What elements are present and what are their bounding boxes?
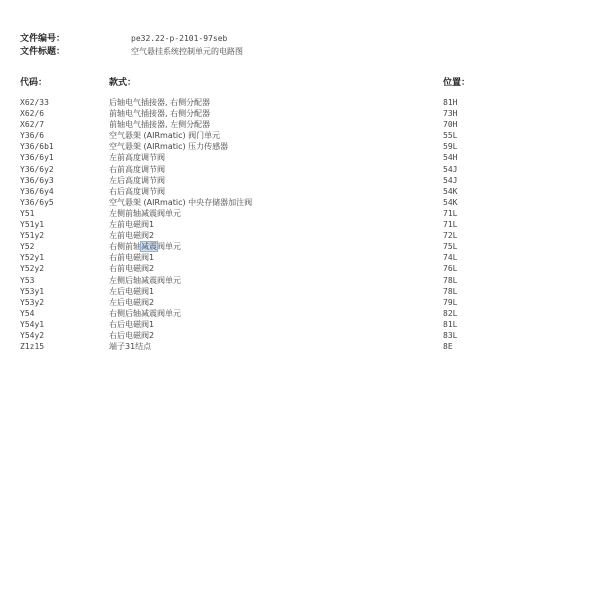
- component-description: 左前高度调节阀: [109, 153, 165, 163]
- component-position: 54K: [443, 186, 458, 196]
- component-description: 空气悬架 (AIRmatic) 中央存储器加注阀: [109, 197, 253, 207]
- doc-title-label: 文件标题：: [20, 47, 66, 57]
- column-header-pos: 位置：: [443, 78, 471, 88]
- component-position: 8E: [443, 342, 453, 352]
- component-description: 左侧后轴减震阀单元: [109, 275, 181, 285]
- component-position: 78L: [443, 275, 458, 285]
- table-row: [0, 175, 600, 186]
- table-row: [0, 152, 600, 163]
- component-position: 54J: [443, 175, 458, 185]
- component-description: 右前电磁阀1: [109, 253, 155, 263]
- component-code: Y54y1: [20, 319, 45, 329]
- component-code: Y51y2: [20, 231, 45, 241]
- table-row: [0, 119, 600, 130]
- column-header-code: 代码：: [20, 78, 48, 88]
- component-code: Y36/6y1: [20, 153, 54, 163]
- table-row: [0, 186, 600, 197]
- component-description: 左侧前轴减震阀单元: [109, 208, 181, 218]
- component-code: Y54y2: [20, 330, 45, 340]
- table-row: [0, 263, 600, 274]
- component-description: 端子31结点: [109, 342, 152, 352]
- component-code: Y36/6: [20, 131, 45, 141]
- component-table: [0, 97, 600, 352]
- doc-number-label: 文件编号：: [20, 34, 66, 44]
- component-code: Y52y2: [20, 264, 45, 274]
- component-code: Y53y1: [20, 286, 45, 296]
- table-row: [0, 164, 600, 175]
- table-row: [0, 197, 600, 208]
- table-row: [0, 219, 600, 230]
- table-row: [0, 319, 600, 330]
- component-code: X62/6: [20, 109, 45, 119]
- component-code: Y53: [20, 275, 35, 285]
- table-row: [0, 286, 600, 297]
- component-position: 78L: [443, 286, 458, 296]
- table-row: [0, 341, 600, 352]
- component-position: 59L: [443, 142, 458, 152]
- description-text: 右侧前轴: [109, 242, 141, 252]
- component-description: 前轴电气插接器, 左侧分配器: [109, 120, 211, 130]
- component-code: Y54: [20, 308, 35, 318]
- component-code: Y52: [20, 242, 35, 252]
- component-position: 81H: [443, 98, 458, 107]
- table-row: [0, 308, 600, 319]
- component-description: 右前电磁阀2: [109, 264, 155, 274]
- table-row: [0, 108, 600, 119]
- component-description: 右后高度调节阀: [109, 186, 165, 196]
- component-position: 76L: [443, 264, 458, 274]
- component-code: X62/7: [20, 120, 45, 130]
- component-description: 右前高度调节阀: [109, 164, 165, 174]
- component-code: X62/33: [20, 98, 49, 107]
- table-row: [0, 275, 600, 286]
- doc-title-value: 空气悬挂系统控制单元的电路图: [131, 47, 243, 56]
- table-row: [0, 297, 600, 308]
- component-description: 后轴电气插接器, 右侧分配器: [109, 98, 211, 107]
- component-position: 71L: [443, 208, 458, 218]
- table-header: [0, 77, 600, 89]
- component-description: 左后电磁阀2: [109, 297, 155, 307]
- table-row: [0, 208, 600, 219]
- component-description: 左后电磁阀1: [109, 286, 155, 296]
- component-position: 73H: [443, 109, 458, 119]
- component-description: 空气悬架 (AIRmatic) 压力传感器: [109, 142, 229, 152]
- component-position: 83L: [443, 330, 458, 340]
- description-text: 阀单元: [157, 242, 181, 252]
- component-code: Y36/6b1: [20, 142, 54, 152]
- component-description: 右后电磁阀2: [109, 330, 155, 340]
- column-header-desc: 款式：: [109, 78, 137, 88]
- table-row: [0, 141, 600, 152]
- component-position: 79L: [443, 297, 458, 307]
- component-description: [109, 241, 181, 252]
- component-position: 75L: [443, 242, 458, 252]
- table-row: [0, 330, 600, 341]
- component-position: 54H: [443, 153, 458, 163]
- table-row: [0, 130, 600, 141]
- component-position: 74L: [443, 253, 458, 263]
- table-row: [0, 252, 600, 263]
- component-code: Z1z15: [20, 342, 45, 352]
- text-selection-highlight[interactable]: 减震: [141, 242, 157, 252]
- component-position: 81L: [443, 319, 458, 329]
- component-description: 右后电磁阀1: [109, 319, 155, 329]
- component-code: Y53y2: [20, 297, 45, 307]
- component-position: 71L: [443, 220, 458, 230]
- component-code: Y36/6y2: [20, 164, 54, 174]
- component-position: 54J: [443, 164, 458, 174]
- component-position: 55L: [443, 131, 458, 141]
- component-description: 前轴电气插接器, 右侧分配器: [109, 109, 211, 119]
- table-row: [0, 97, 600, 108]
- component-code: Y36/6y4: [20, 186, 54, 196]
- component-description: 空气悬架 (AIRmatic) 阀门单元: [109, 131, 221, 141]
- component-position: 54K: [443, 197, 458, 207]
- component-code: Y36/6y3: [20, 175, 54, 185]
- component-position: 82L: [443, 308, 458, 318]
- component-description: 左前电磁阀2: [109, 231, 155, 241]
- component-description: 左后高度调节阀: [109, 175, 165, 185]
- component-position: 70H: [443, 120, 458, 130]
- component-code: Y51y1: [20, 220, 45, 230]
- table-row: [0, 230, 600, 241]
- component-code: Y51: [20, 208, 35, 218]
- component-position: 72L: [443, 231, 458, 241]
- component-code: Y36/6y5: [20, 197, 54, 207]
- table-row: [0, 241, 600, 252]
- component-description: 左前电磁阀1: [109, 220, 155, 230]
- doc-number-value: pe32.22-p-2101-97seb: [131, 34, 228, 43]
- component-code: Y52y1: [20, 253, 45, 263]
- component-description: 右侧后轴减震阀单元: [109, 308, 181, 318]
